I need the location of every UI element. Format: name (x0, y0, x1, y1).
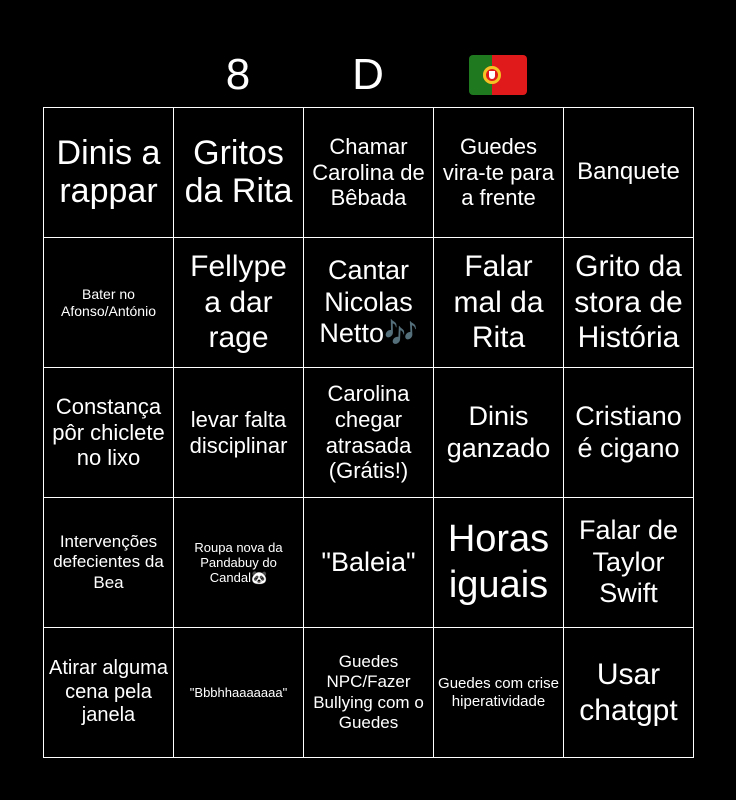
bingo-cell[interactable]: Atirar alguma cena pela janela (44, 628, 174, 758)
bingo-cell[interactable]: Dinis a rappar (44, 108, 174, 238)
bingo-header (43, 44, 693, 106)
bingo-cell[interactable]: levar falta disciplinar (174, 368, 304, 498)
bingo-cell[interactable]: Cantar Nicolas Netto🎶 (304, 238, 434, 368)
bingo-cell[interactable]: Bater no Afonso/António (44, 238, 174, 368)
bingo-cell[interactable]: Grito da stora de História (564, 238, 694, 368)
bingo-cell[interactable]: "Baleia" (304, 498, 434, 628)
bingo-cell[interactable]: Chamar Carolina de Bêbada (304, 108, 434, 238)
bingo-cell[interactable]: Constança pôr chiclete no lixo (44, 368, 174, 498)
bingo-cell[interactable]: Guedes NPC/Fazer Bullying com o Guedes (304, 628, 434, 758)
bingo-cell[interactable]: Dinis ganzado (434, 368, 564, 498)
bingo-cell[interactable]: Roupa nova da Pandabuy do Candal🐼 (174, 498, 304, 628)
bingo-cell[interactable]: Intervenções defecientes da Bea (44, 498, 174, 628)
header-letter-2: D (352, 50, 384, 99)
bingo-cell[interactable]: Fellype a dar rage (174, 238, 304, 368)
bingo-cell[interactable]: "Bbbhhaaaaaaa" (174, 628, 304, 758)
bingo-cell[interactable]: Guedes vira-te para a frente (434, 108, 564, 238)
bingo-cell[interactable]: Usar chatgpt (564, 628, 694, 758)
bingo-cell[interactable]: Guedes com crise hiperatividade (434, 628, 564, 758)
portugal-flag-icon (469, 55, 527, 95)
bingo-cell[interactable]: Horas iguais (434, 498, 564, 628)
header-flag (433, 44, 563, 106)
bingo-cell[interactable]: Falar mal da Rita (434, 238, 564, 368)
bingo-grid (43, 107, 694, 758)
bingo-cell[interactable]: Cristiano é cigano (564, 368, 694, 498)
bingo-cell[interactable]: Falar de Taylor Swift (564, 498, 694, 628)
bingo-cell[interactable]: Gritos da Rita (174, 108, 304, 238)
bingo-cell[interactable]: Carolina chegar atrasada (Grátis!) (304, 368, 434, 498)
header-letter-1: 8 (225, 50, 251, 99)
bingo-cell[interactable]: Banquete (564, 108, 694, 238)
